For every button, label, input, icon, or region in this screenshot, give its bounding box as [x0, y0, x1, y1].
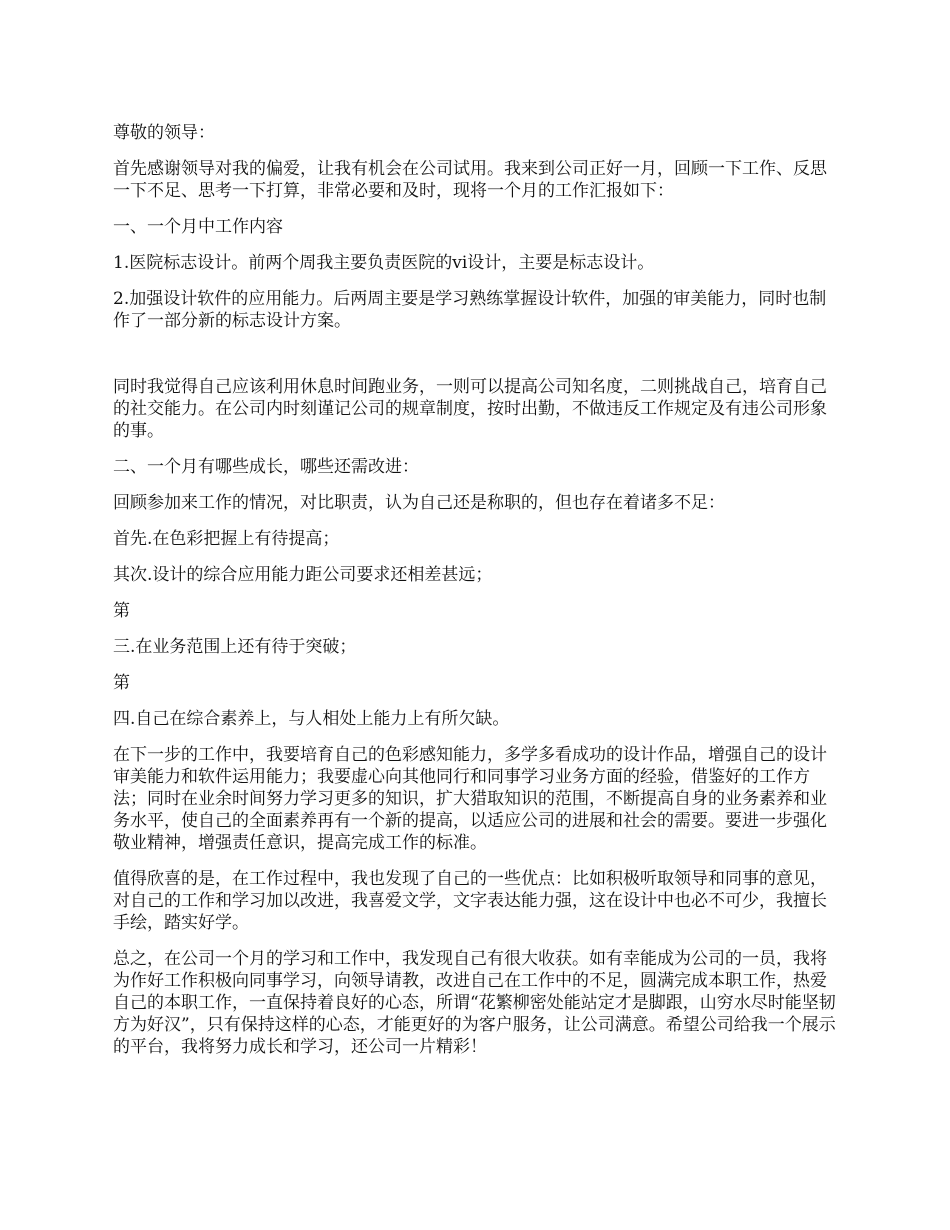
shortcoming-3: 三.在业务范围上还有待于突破； [113, 637, 357, 657]
section-heading-growth: 二、一个月有哪些成长，哪些还需改进： [113, 457, 419, 477]
work-item-1: 1.医院标志设计。前两个周我主要负责医院的vi设计，主要是标志设计。 [113, 253, 655, 273]
salutation: 尊敬的领导： [113, 123, 215, 143]
next-step-paragraph: 在下一步的工作中，我要培育自己的色彩感知能力，多学多看成功的设计作品，增强自己的设计审美能力和软件运用能力；我要虚心向其他同行和同事学习业务方面的经验，借鉴好的工作方法；同时在业余时间努力学习更多的知识，扩大猎取知识的范围，不断提高自身的业务素养和业务水平，使自己的全面素养再有一个新的提高，以适应公司的进展和社会的需要。要进一步强化敬业精神，增强责任意识，提高完成工作的标准。 [113, 745, 827, 853]
conclusion-paragraph: 总之，在公司一个月的学习和工作中，我发现自己有很大收获。如有幸能成为公司的一员，我将为作好工作积极向同事学习，向领导请教，改进自己在工作中的不足，圆满完成本职工作，热爱自己的本职工作，一直保持着良好的心态，所谓“花繁柳密处能站定才是脚跟，山穷水尽时能坚韧方为好汉”，只有保持这样的心态，才能更好的为客户服务，让公司满意。希望公司给我一个展示的平台，我将努力成长和学习，还公司一片精彩！ [113, 949, 836, 1057]
shortcoming-2: 其次.设计的综合应用能力距公司要求还相差甚远； [113, 565, 493, 585]
document-body [113, 122, 838, 1072]
intro-paragraph: 首先感谢领导对我的偏爱，让我有机会在公司试用。我来到公司正好一月，回顾一下工作、反思一下不足、思考一下打算，非常必要和及时，现将一个月的工作汇报如下： [113, 159, 827, 201]
shortcoming-1: 首先.在色彩把握上有待提高； [113, 529, 340, 549]
strengths-paragraph: 值得欣喜的是，在工作过程中，我也发现了自己的一些优点：比如积极听取领导和同事的意见，对自己的工作和学习加以改进，我喜爱文学，文字表达能力强，这在设计中也必不可少，我擅长手绘，踏实好学。 [113, 869, 827, 933]
work-item-2: 2.加强设计软件的应用能力。后两周主要是学习熟练掌握设计软件，加强的审美能力，同时也制作了一部分新的标志设计方案。 [113, 289, 827, 331]
shortcoming-3-prefix: 第 [113, 601, 130, 621]
blank-space [113, 346, 838, 376]
section-heading-work-content: 一、一个月中工作内容 [113, 217, 283, 237]
review-paragraph: 回顾参加来工作的情况，对比职责，认为自己还是称职的，但也存在着诸多不足： [113, 493, 725, 513]
shortcoming-4: 四.自己在综合素养上，与人相处上能力上有所欠缺。 [113, 709, 510, 729]
shortcoming-4-prefix: 第 [113, 673, 130, 693]
business-paragraph: 同时我觉得自己应该利用休息时间跑业务，一则可以提高公司知名度，二则挑战自己，培育自己的社交能力。在公司内时刻谨记公司的规章制度，按时出勤，不做违反工作规定及有违公司形象的事。 [113, 377, 827, 441]
